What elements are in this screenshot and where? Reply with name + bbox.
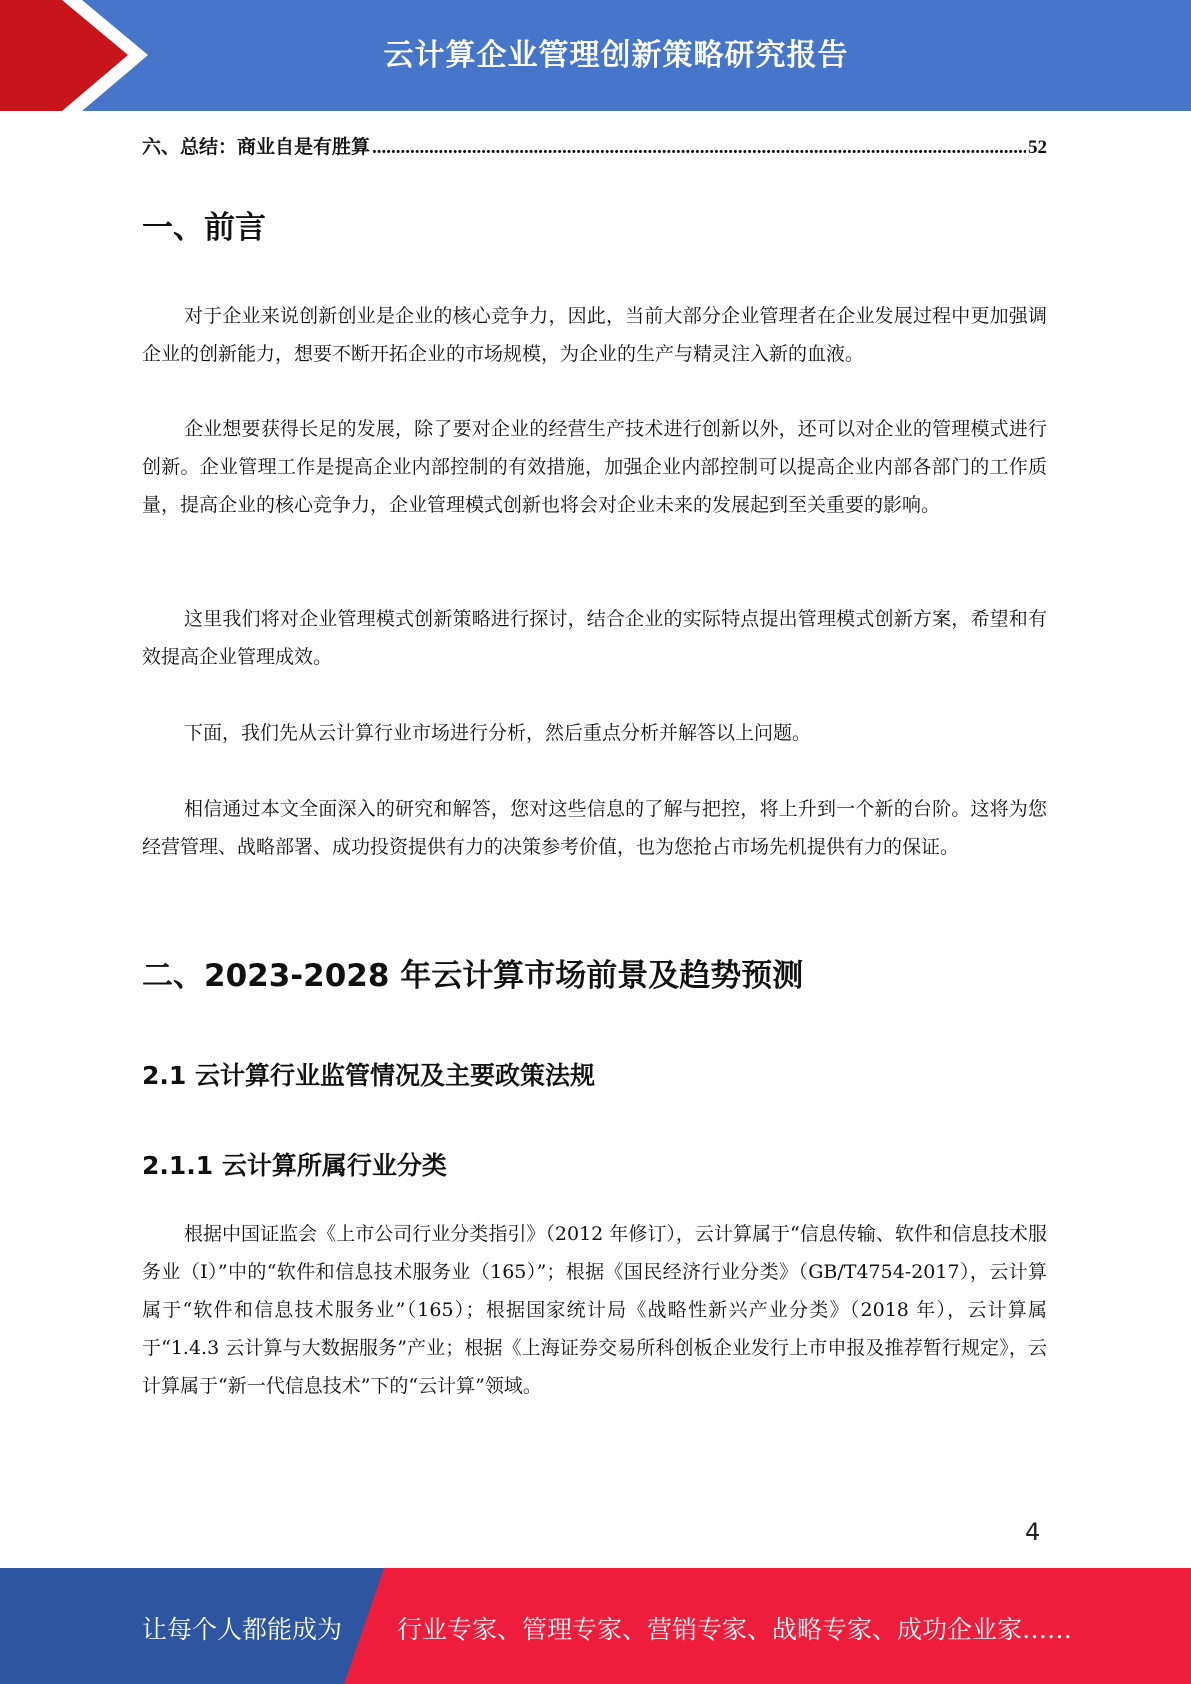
subsection-heading-2-1: 2.1 云计算行业监管情况及主要政策法规 — [142, 1061, 595, 1090]
toc-entry[interactable] — [142, 132, 1047, 159]
preface-paragraph: 对于企业来说创新创业是企业的核心竞争力，因此，当前大部分企业管理者在企业发展过程中更加强调企业的创新能力，想要不断开拓企业的市场规模，为企业的生产与精灵注入新的血液。 — [142, 305, 1047, 365]
page-footer — [0, 1568, 1191, 1684]
toc-entry-label: 六、总结：商业自是有胜算 — [142, 137, 371, 158]
preface-heading: 一、前言 — [142, 210, 266, 246]
preface-paragraph: 企业想要获得长足的发展，除了要对企业的经营生产技术进行创新以外，还可以对企业的管理模式进行创新。企业管理工作是提高企业内部控制的有效措施，加强企业内部控制可以提高企业内部各部门的工作质量，提高企业的核心竞争力，企业管理模式创新也将会对企业未来的发展起到至关重要的影响。 — [142, 418, 1047, 516]
page-header — [0, 0, 1191, 111]
preface-paragraph: 下面，我们先从云计算行业市场进行分析，然后重点分析并解答以上问题。 — [184, 722, 812, 744]
subsection-heading-2-1-1: 2.1.1 云计算所属行业分类 — [142, 1151, 447, 1180]
report-title: 云计算企业管理创新策略研究报告 — [383, 38, 849, 73]
preface-paragraph: 相信通过本文全面深入的研究和解答，您对这些信息的了解与把控，将上升到一个新的台阶。这将为您经营管理、战略部署、成功投资提供有力的决策参考价值，也为您抢占市场先机提供有力的保证。 — [142, 798, 1047, 858]
page-number: 4 — [1025, 1518, 1041, 1546]
market-heading: 二、2023-2028 年云计算市场前景及趋势预测 — [142, 958, 804, 994]
toc-entry-page: 52 — [1028, 137, 1047, 158]
footer-slogan-left: 让每个人都能成为 — [142, 1615, 343, 1644]
footer-slogan-right: 行业专家、管理专家、营销专家、战略专家、成功企业家…… — [397, 1615, 1073, 1644]
classification-paragraph: 根据中国证监会《上市公司行业分类指引》（2012 年修订），云计算属于“信息传输、软件和信息技术服务业（I）”中的“软件和信息技术服务业（165）”；根据《国民经济行业分类》（GB/T4754-2017），云计算属于“软件和信息技术服务业”（165）；根据国家统计局《战略性新兴产业分类》（2018 年），云计算属于“1.4.3 云计算与大数据服务”产业；根据《上海证券交易所科创板企业发行上市申报及推荐暂行规定》，云计算属于“新一代信息技术”下的“云计算”领域。 — [142, 1223, 1047, 1397]
preface-paragraph: 这里我们将对企业管理模式创新策略进行探讨，结合企业的实际特点提出管理模式创新方案，希望和有效提高企业管理成效。 — [142, 608, 1047, 668]
toc-leader-dots — [372, 137, 1026, 159]
